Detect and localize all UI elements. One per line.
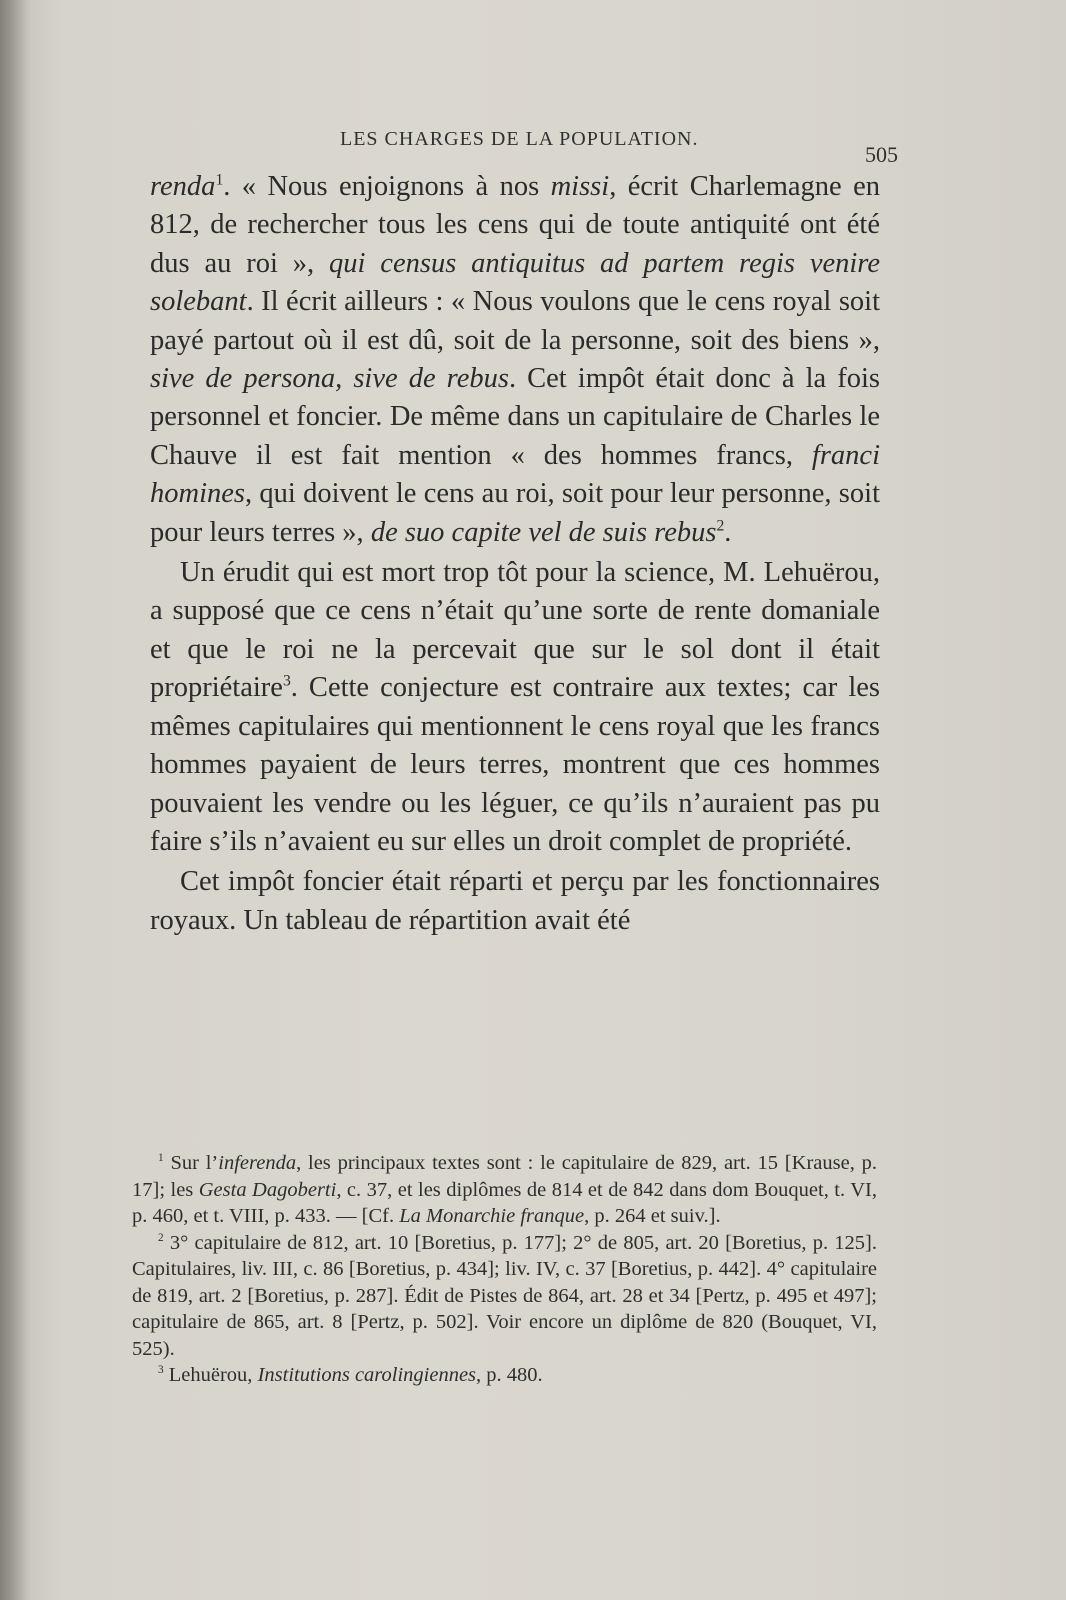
italic-text: Institutions carolingiennes: [257, 1364, 477, 1386]
footnotes: [132, 1150, 877, 1389]
footnote-1: [132, 1150, 877, 1230]
paragraph-1: [150, 168, 880, 552]
italic-text: qui census antiquitus ad partem regis venire solebant: [150, 247, 880, 318]
footnote-marker: 1: [215, 171, 224, 189]
italic-text: La Monarchie franque: [399, 1205, 585, 1227]
footnote-marker: 1: [158, 1152, 164, 1165]
italic-text: renda: [150, 171, 216, 202]
footnote-2: [132, 1230, 877, 1363]
italic-text: inferenda: [218, 1152, 297, 1174]
text-run: , les principaux textes sont : le capitulaire de 829, art. 15 [Krause, p. 17]; les: [132, 1152, 878, 1201]
footnote-marker: 2: [158, 1231, 164, 1244]
text-run: . Cette conjecture est contraire aux textes; car les mêmes capitulaires qui mentionnent le cens royal que les francs hommes payaient de leurs terres, montrent que ces hommes pouvaient les vendre ou les léguer, ce qu’ils n’auraient pas pu faire s’ils n’avaient eu sur elles un droit complet de propriété.: [150, 672, 880, 857]
paragraph-2: [150, 554, 880, 861]
text-run: .: [724, 516, 732, 548]
text-run: , c. 37, et les diplômes de 814 et de 842 dans dom Bouquet, t. VI, p. 460, et t. VIII, p. 433. — [Cf.: [132, 1178, 877, 1227]
text-run: 3° capitulaire de 812, art. 10 [Boretius, p. 177]; 2° de 805, art. 20 [Boretius, p. 125]. Capitulaires, liv. III, c. 86 [Boretius, p. 434]; liv. IV, c. 37 [Boretius, p. 442]. 4° capitulaire de 819, art. 2 [Boretius, p. 287]. Édit de Pistes de 864, art. 28 et 34 [Pertz, p. 495 et 497]; capitulaire de 865, art. 8 [Pertz, p. 502]. Voir encore un diplôme de 820 (Bouquet, VI, 525).: [132, 1231, 877, 1360]
italic-text: de suo capite vel de suis rebus: [370, 516, 717, 548]
text-run: . « Nous enjoignons à nos: [223, 171, 551, 202]
text-run: , p. 480.: [476, 1364, 543, 1386]
text-run: , p. 264 et suiv.].: [584, 1205, 721, 1227]
italic-text: sive de persona, sive de rebus: [150, 363, 509, 395]
text-run: Cet impôt foncier était réparti et perçu par les fonctionnaires royaux. Un tableau de répartition avait été: [150, 866, 880, 936]
footnote-marker: 3: [282, 672, 291, 690]
body-text: [150, 168, 880, 942]
footnote-marker: 2: [716, 517, 725, 535]
text-run: , écrit Charlemagne en 812, de rechercher tous les cens qui de toute antiquité ont été dus au roi »,: [150, 171, 880, 279]
text-run: Lehuërou,: [163, 1364, 258, 1386]
text-run: Un érudit qui est mort trop tôt pour la science, M. Lehuërou, a supposé que ce cens n’était qu’une sorte de rente domaniale et que le roi ne la percevait que sur le sol dont il était propriétaire: [150, 557, 880, 704]
italic-text: Gesta Dagoberti: [198, 1178, 337, 1201]
footnote-marker: 3: [158, 1364, 164, 1377]
footnote-3: [132, 1362, 877, 1389]
italic-text: franci homines: [150, 439, 880, 510]
text-run: . Il écrit ailleurs : « Nous voulons que le cens royal soit payé partout où il est dû, soit de la personne, soit des biens »,: [150, 286, 880, 356]
paragraph-3: [150, 863, 880, 940]
gutter-shadow: [0, 0, 30, 1600]
running-head: LES CHARGES DE LA POPULATION.: [340, 128, 699, 150]
italic-text: missi: [550, 171, 610, 202]
text-run: Sur l’: [163, 1152, 219, 1174]
text-run: , qui doivent le cens au roi, soit pour leur personne, soit pour leurs terres »,: [150, 478, 880, 548]
page-number: 505: [865, 142, 898, 167]
text-run: . Cet impôt était donc à la fois personnel et foncier. De même dans un capitulaire de Charles le Chauve il est fait mention « des hommes francs,: [150, 363, 880, 471]
